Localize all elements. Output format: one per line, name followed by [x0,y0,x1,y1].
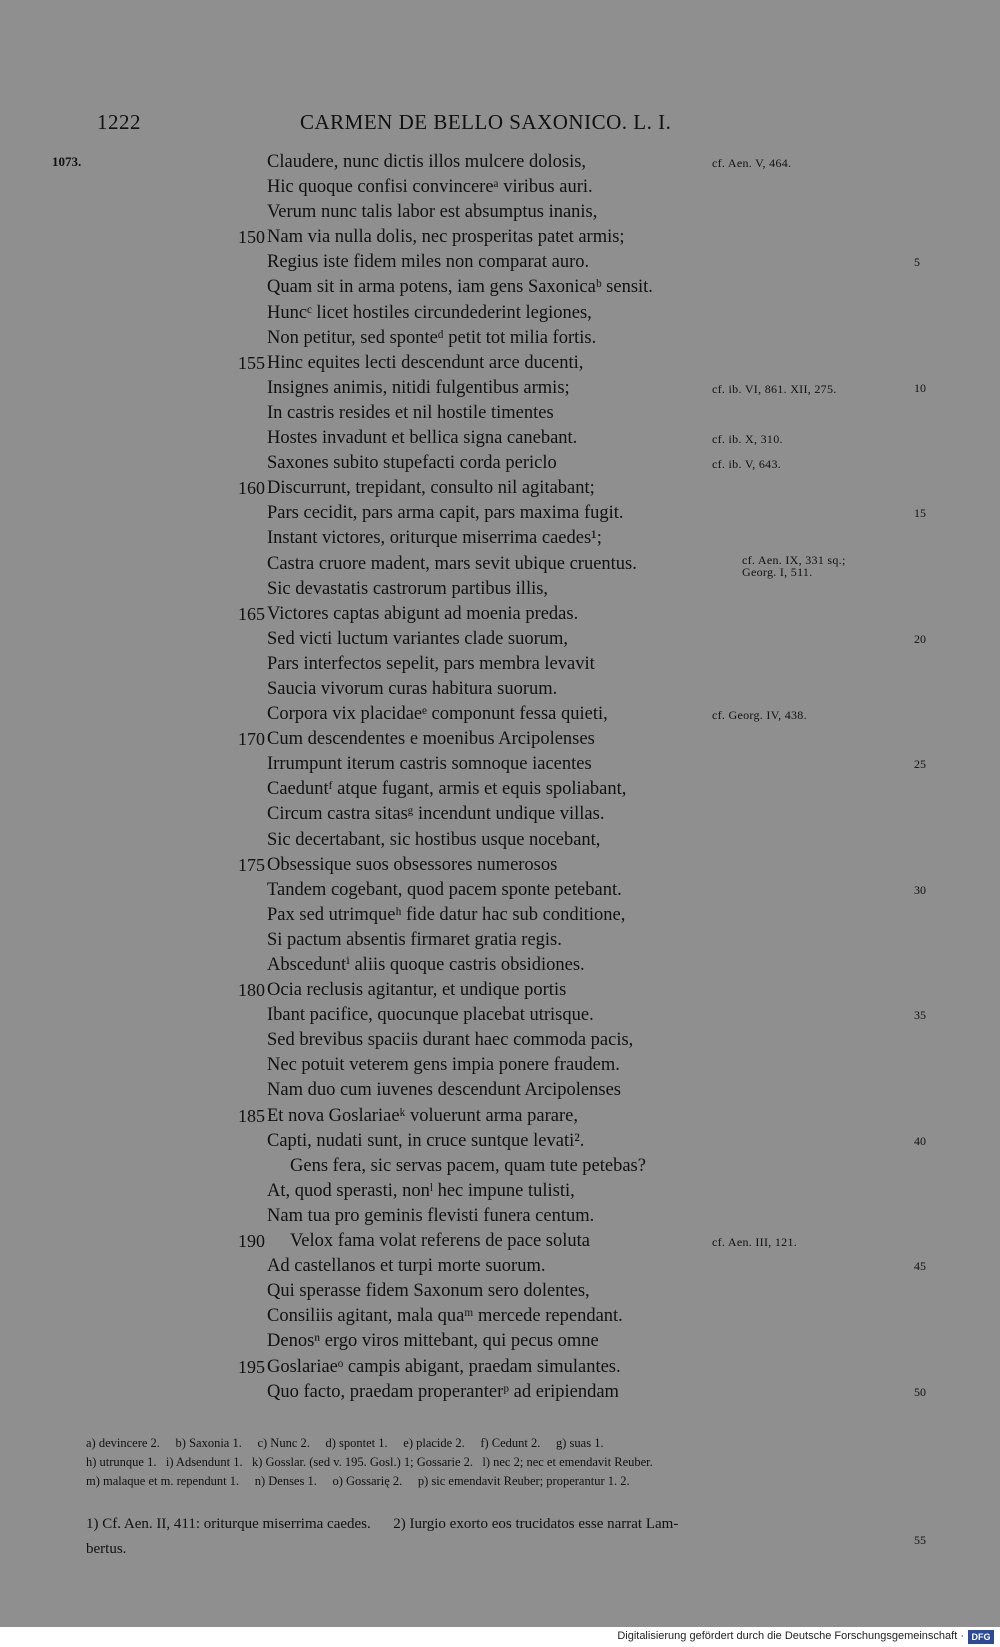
verse-line [0,602,1000,627]
verse-text: Pax sed utrimqueʰ fide datur hac sub conditione, [267,904,626,925]
critical-apparatus [86,1434,916,1491]
verse-text: Nec potuit veterem gens impia ponere fraudem. [267,1055,620,1076]
verse-text: Tandem cogebant, quod pacem sponte petebant. [267,879,622,900]
verse-line [0,301,1000,326]
page-number: 1222 [97,110,141,134]
verse-text: Discurrunt, trepidant, consulto nil agitabant; [267,478,595,499]
verse-line [0,401,1000,426]
verse-text: Sic decertabant, sic hostibus usque nocebant, [267,829,601,850]
verse-text: Pars interfectos sepelit, pars membra levavit [267,653,595,674]
verse-line [0,752,1000,777]
verse-text: Sed victi luctum variantes clade suorum, [267,628,569,649]
verse-text: Ibant pacifice, quocunque placebat utrisque. [267,1005,594,1026]
verse-block [0,150,1000,1405]
cross-reference: cf. Aen. V, 464. [712,156,792,170]
verse-number: 165 [238,603,265,624]
verse-text: Pars cecidit, pars arma capit, pars maxima fugit. [267,503,624,524]
verse-text: Claudere, nunc dictis illos mulcere dolosis, [267,152,587,172]
footnote-line: bertus. [86,1541,127,1557]
verse-text: Gens fera, sic servas pacem, quam tute petebas? [290,1155,646,1176]
verse-text: Circum castra sitasᵍ incendunt undique villas. [267,804,605,825]
verse-line [0,802,1000,827]
verse-line [0,1129,1000,1154]
verse-line [0,627,1000,652]
verse-text: Sic devastatis castrorum partibus illis, [267,578,549,599]
line-count-marker: 5 [914,255,920,270]
verse-line [0,1078,1000,1103]
verse-line [0,928,1000,953]
verse-text: Huncᶜ licet hostiles circundederint legiones, [267,302,592,323]
verse-number: 170 [238,729,265,750]
verse-text: Absceduntⁱ aliis quoque castris obsidiones. [267,955,585,975]
verse-line [0,878,1000,903]
verse-number: 175 [238,854,265,875]
verse-text: Hostes invadunt et bellica signa canebant. [267,428,578,449]
apparatus-line: m) malaque et m. rependunt 1. n) Denses 1. o) Gossarię 2. p) sic emendavit Reuber; properantur 1. 2. [86,1474,630,1488]
funding-credit: Digitalisierung gefördert durch die Deutsche Forschungsgemeinschaft · [617,1630,964,1642]
footnotes [86,1512,916,1562]
verse-line [0,853,1000,878]
verse-text: In castris resides et nil hostile timentes [267,402,554,423]
verse-text: Consiliis agitant, mala quaᵐ mercede rependant. [267,1306,623,1327]
verse-line [0,1154,1000,1179]
verse-text: Hic quoque confisi convincereᵃ viribus auri. [267,177,593,198]
verse-line [0,426,1000,451]
verse-line [0,1254,1000,1279]
verse-line [0,1279,1000,1304]
footnote-line: 1) Cf. Aen. II, 411: oriturque miserrima caedes. 2) Iurgio exorto eos trucidatos esse narrat Lam- [86,1516,679,1532]
verse-text: Velox fama volat referens de pace soluta [290,1231,590,1252]
verse-text: Nam tua pro geminis flevisti funera centum. [267,1205,595,1226]
verse-line [0,1104,1000,1129]
line-count-marker: 55 [914,1533,926,1547]
verse-line [0,351,1000,376]
verse-line [0,225,1000,250]
verse-text: Irrumpunt iterum castris somnoque iacentes [267,754,592,775]
verse-line [0,175,1000,200]
line-count-marker: 35 [914,1008,926,1023]
verse-number: 155 [238,352,265,373]
verse-line [0,476,1000,501]
verse-text: Sed brevibus spaciis durant haec commoda pacis, [267,1030,634,1051]
verse-text: Quo facto, praedam properanterᵖ ad eripiendam [267,1381,619,1402]
verse-line [0,451,1000,476]
verse-text: Saucia vivorum curas habitura suorum. [267,678,558,699]
verse-line [0,552,1000,577]
dfg-logo: DFG [968,1630,994,1644]
verse-line [0,200,1000,225]
verse-line [0,777,1000,802]
verse-line [0,1355,1000,1380]
verse-text: Hinc equites lecti descendunt arce ducenti, [267,352,584,373]
verse-line [0,1329,1000,1354]
line-count-marker: 30 [914,882,926,897]
verse-text: Quam sit in arma potens, iam gens Saxonicaᵇ sensit. [267,277,653,298]
verse-line [0,702,1000,727]
verse-line [0,376,1000,401]
line-count-marker: 10 [914,380,926,395]
verse-text: Cum descendentes e moenibus Arcipolenses [267,729,595,750]
verse-line [0,1179,1000,1204]
apparatus-line: a) devincere 2. b) Saxonia 1. c) Nunc 2. d) spontet 1. e) placide 2. f) Cedunt 2. g) suas 1. [86,1436,604,1450]
verse-line [0,150,1000,175]
verse-number: 190 [238,1231,265,1252]
verse-number: 160 [238,478,265,499]
verse-text: Obsessique suos obsessores numerosos [267,854,558,875]
verse-text: At, quod sperasti, nonˡ hec impune tulisti, [267,1180,575,1201]
verse-line [0,953,1000,978]
verse-line [0,1053,1000,1078]
verse-line [0,250,1000,275]
verse-text: Victores captas abigunt ad moenia predas. [267,603,579,624]
apparatus-line: h) utrunque 1. i) Adsendunt 1. k) Gosslar. (sed v. 195. Gosl.) 1; Gossarie 2. l) nec 2; nec et emendavit Reuber. [86,1455,653,1469]
verse-line [0,652,1000,677]
verse-text: Instant victores, oriturque miserrima caedes¹; [267,528,602,549]
verse-line [0,1304,1000,1329]
verse-text: Ocia reclusis agitantur, et undique portis [267,980,567,1001]
verse-line [0,828,1000,853]
cross-reference: cf. ib. V, 643. [712,457,782,472]
verse-line [0,1028,1000,1053]
verse-text: Ad castellanos et turpi morte suorum. [267,1256,546,1277]
verse-text: Non petitur, sed sponteᵈ petit tot milia fortis. [267,327,597,348]
verse-text: Saxones subito stupefacti corda periclo [267,453,557,474]
verse-text: Caeduntᶠ atque fugant, armis et equis spoliabant, [267,779,627,800]
verse-text: Verum nunc talis labor est absumptus inanis, [267,202,598,223]
cross-reference: cf. ib. X, 310. [712,432,783,447]
verse-line [0,501,1000,526]
line-count-marker: 40 [914,1133,926,1148]
line-count-marker: 50 [914,1384,926,1399]
verse-number: 150 [238,227,265,248]
verse-text: Nam duo cum iuvenes descendunt Arcipolenses [267,1080,621,1101]
verse-line [0,1380,1000,1405]
verse-line [0,275,1000,300]
page-title: CARMEN DE BELLO SAXONICO. L. I. [300,110,672,134]
verse-text: Corpora vix placidaeᵉ componunt fessa quieti, [267,704,608,725]
verse-line [0,727,1000,752]
line-count-marker: 20 [914,631,926,646]
verse-line [0,1204,1000,1229]
line-count-marker: 25 [914,757,926,772]
verse-number: 185 [238,1105,265,1126]
verse-line [0,526,1000,551]
verse-text: Goslariaeᵒ campis abigant, praedam simulantes. [267,1356,621,1377]
verse-line [0,1003,1000,1028]
verse-text: Capti, nudati sunt, in cruce suntque levati². [267,1130,585,1151]
verse-line [0,326,1000,351]
verse-text: Castra cruore madent, mars sevit ubique cruentus. [267,553,637,574]
verse-text: Regius iste fidem miles non comparat auro. [267,252,590,273]
verse-text: Nam via nulla dolis, nec prosperitas patet armis; [267,227,625,248]
verse-text: Insignes animis, nitidi fulgentibus armis; [267,377,570,398]
verse-line [0,1229,1000,1254]
running-head [0,106,1000,140]
verse-number: 180 [238,980,265,1001]
verse-line [0,978,1000,1003]
verse-text: Et nova Goslariaeᵏ voluerunt arma parare, [267,1105,578,1126]
verse-line [0,577,1000,602]
year-marker: 1073. [52,154,82,169]
verse-text: Qui sperasse fidem Saxonum sero dolentes, [267,1281,590,1302]
line-count-marker: 15 [914,506,926,521]
verse-line [0,903,1000,928]
verse-line [0,677,1000,702]
cross-reference: cf. Aen. III, 121. [712,1235,798,1250]
cross-reference: cf. Aen. IX, 331 sq.; Georg. I, 511. [742,552,846,579]
verse-number: 195 [238,1356,265,1377]
cross-reference: cf. ib. VI, 861. XII, 275. [712,381,837,396]
cross-reference: cf. Georg. IV, 438. [712,708,807,723]
verse-text: Denosⁿ ergo viros mittebant, qui pecus omne [267,1331,599,1352]
verse-text: Si pactum absentis firmaret gratia regis. [267,929,562,950]
footer-bar [0,1627,1000,1647]
line-count-marker: 45 [914,1259,926,1274]
